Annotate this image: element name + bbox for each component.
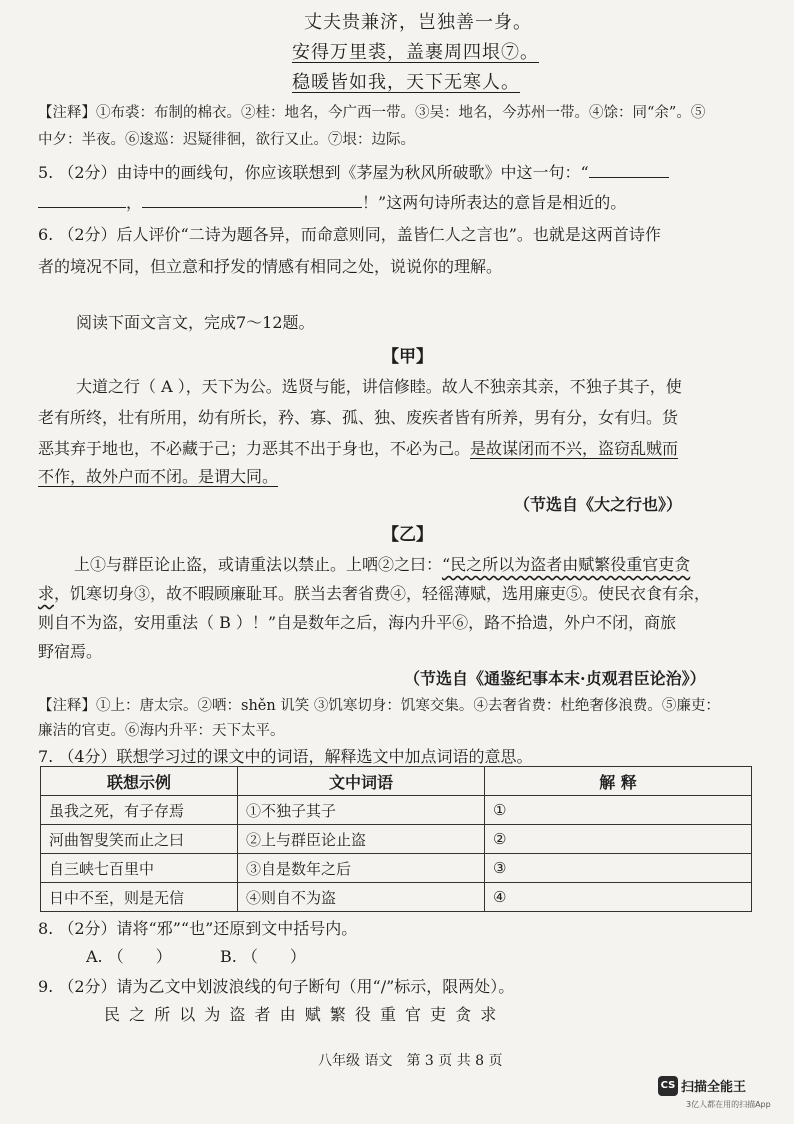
poem-line-1: 丈夫贵兼济，岂独善一身。: [304, 12, 532, 33]
passage-yi-heading: 【乙】: [382, 525, 433, 545]
passage-jia-line-4: 不作，故外户而不闭。是谓大同。: [38, 467, 279, 486]
table-row: [41, 854, 752, 883]
column-header: 文中词语: [238, 767, 485, 796]
passage-yi-line-4: 野宿焉。: [38, 642, 103, 661]
example-cell: 自三峡七百里中: [41, 854, 238, 883]
passage-jia-line-2: 老有所终，壮有所用，幼有所长，矜、寡、孤、独、废疾者皆有所养，男有分，女有归。货: [38, 408, 679, 427]
table-header-row: [41, 767, 752, 796]
question-5-tail: ！”这两句诗所表达的意旨是相近的。: [362, 193, 627, 212]
passage-yi-line-1: 上①与群臣论止盗，或请重法以禁止。上哂②之曰：“民之所以为盗者由赋繁役重官吏贪: [74, 555, 691, 574]
passage-jia-heading: 【甲】: [382, 347, 433, 367]
wavy-sentence: “民之所以为盗者由赋繁役重官吏贪: [442, 555, 691, 574]
question-7-stem: 7. （4分）联想学习过的课文中的词语，解释选文中加点词语的意思。: [38, 747, 533, 766]
passage-yi-source: （节选自《通鉴纪事本末·贞观君臣论治》）: [404, 669, 706, 688]
answer-cell[interactable]: ②: [485, 825, 752, 854]
passage-jia-line-1: 大道之行（ A ），天下为公。选贤与能，讲信修睦。故人不独亲其亲，不独子其子，使: [76, 377, 682, 396]
word-cell: ①不独子其子: [238, 796, 485, 825]
reading-instruction: 阅读下面文言文，完成7～12题。: [76, 313, 315, 332]
table-row: [41, 796, 752, 825]
passage-jia-line-3: 恶其弃于地也，不必藏于己；力恶其不出于身也，不必为己。是故谋闭而不兴，盗窃乱贼而: [38, 439, 679, 458]
option-b-blank[interactable]: B. （ ）: [220, 947, 306, 966]
passage-yi-line-2: 求，饥寒切身③，故不暇顾廉耻耳。朕当去奢省费④，轻徭薄赋，选用廉吏⑤。使民衣食有余，: [38, 584, 711, 603]
poem-line-3: 稳暖皆如我，天下无寒人。: [292, 72, 520, 93]
example-cell: 河曲智叟笑而止之曰: [41, 825, 238, 854]
question-8-stem: 8. （2分）请将“邪”“也”还原到文中括号内。: [38, 919, 358, 938]
question-5-stem: 5. （2分）由诗中的画线句，你应该联想到《茅屋为秋风所破歌》中这一句：“: [38, 163, 589, 182]
notes-2-line-1: 【注释】①上：唐太宗。②哂：shěn 讥笑 ③饥寒切身：饥寒交集。④去奢省费：杜绝奢侈浪费。⑤廉吏：: [38, 698, 720, 714]
notes-1-line-2: 中夕：半夜。⑥逡巡：迟疑徘徊，欲行又止。⑦垠：边际。: [38, 132, 415, 148]
question-5-line-2: ， ！”这两句诗所表达的意旨是相近的。: [38, 190, 626, 213]
column-header: 联想示例: [41, 767, 238, 796]
scanner-logo-icon: CS: [658, 1076, 678, 1096]
question-9-stem: 9. （2分）请为乙文中划波浪线的句子断句（用“/”标示，限两处）。: [38, 977, 515, 996]
table-row: [41, 825, 752, 854]
poem-line-2: 安得万里裘，盖裹周四垠⑦。: [292, 42, 539, 63]
passage-yi-line-3: 则自不为盗，安用重法（ B ）！”自是数年之后，海内升平⑥，路不拾遗，外户不闭，商旅: [38, 613, 677, 632]
scanner-app-name: 扫描全能王: [681, 1080, 747, 1095]
option-a-blank[interactable]: A. （ ）: [86, 947, 172, 966]
answer-cell[interactable]: ④: [485, 883, 752, 912]
vocabulary-table: [40, 766, 752, 912]
answer-cell[interactable]: ①: [485, 796, 752, 825]
word-cell: ②上与群臣论止盗: [238, 825, 485, 854]
answer-blank-1[interactable]: [589, 163, 669, 178]
word-cell: ③自是数年之后: [238, 854, 485, 883]
column-header: 解 释: [485, 767, 752, 796]
notes-2-line-2: 廉洁的官吏。⑥海内升平：天下太平。: [38, 723, 285, 739]
answer-cell[interactable]: ③: [485, 854, 752, 883]
scanner-watermark: [658, 1075, 771, 1109]
underlined-sentence: 是故谋闭而不兴，盗窃乱贼而: [470, 439, 679, 458]
question-9-sentence[interactable]: 民 之 所 以 为 盗 者 由 赋 繁 役 重 官 吏 贪 求: [104, 1005, 499, 1024]
scanner-tagline: 3亿人都在用的扫描App: [686, 1100, 771, 1109]
example-cell: 虽我之死，有子存焉: [41, 796, 238, 825]
word-cell: ④则自不为盗: [238, 883, 485, 912]
table-row: [41, 883, 752, 912]
notes-1-line-1: 【注释】①布裘：布制的棉衣。②桂：地名，今广西一带。③吴：地名，今苏州一带。④馀：同“余”。⑤: [38, 105, 706, 121]
question-6-line-2: 者的境况不同，但立意和抒发的情感有相同之处，说说你的理解。: [38, 257, 503, 276]
answer-blank-1-cont[interactable]: [38, 193, 126, 208]
example-cell: 日中不至，则是无信: [41, 883, 238, 912]
passage-jia-source: （节选自《大之行也》）: [514, 495, 683, 514]
question-6-line-1: 6. （2分）后人评价“二诗为题各异，而命意则同，盖皆仁人之言也”。也就是这两首诗作: [38, 225, 661, 244]
answer-blank-2[interactable]: [142, 193, 362, 208]
question-5-line-1: [38, 160, 669, 183]
page-footer: 八年级 语文 第 3 页 共 8 页: [318, 1053, 503, 1069]
